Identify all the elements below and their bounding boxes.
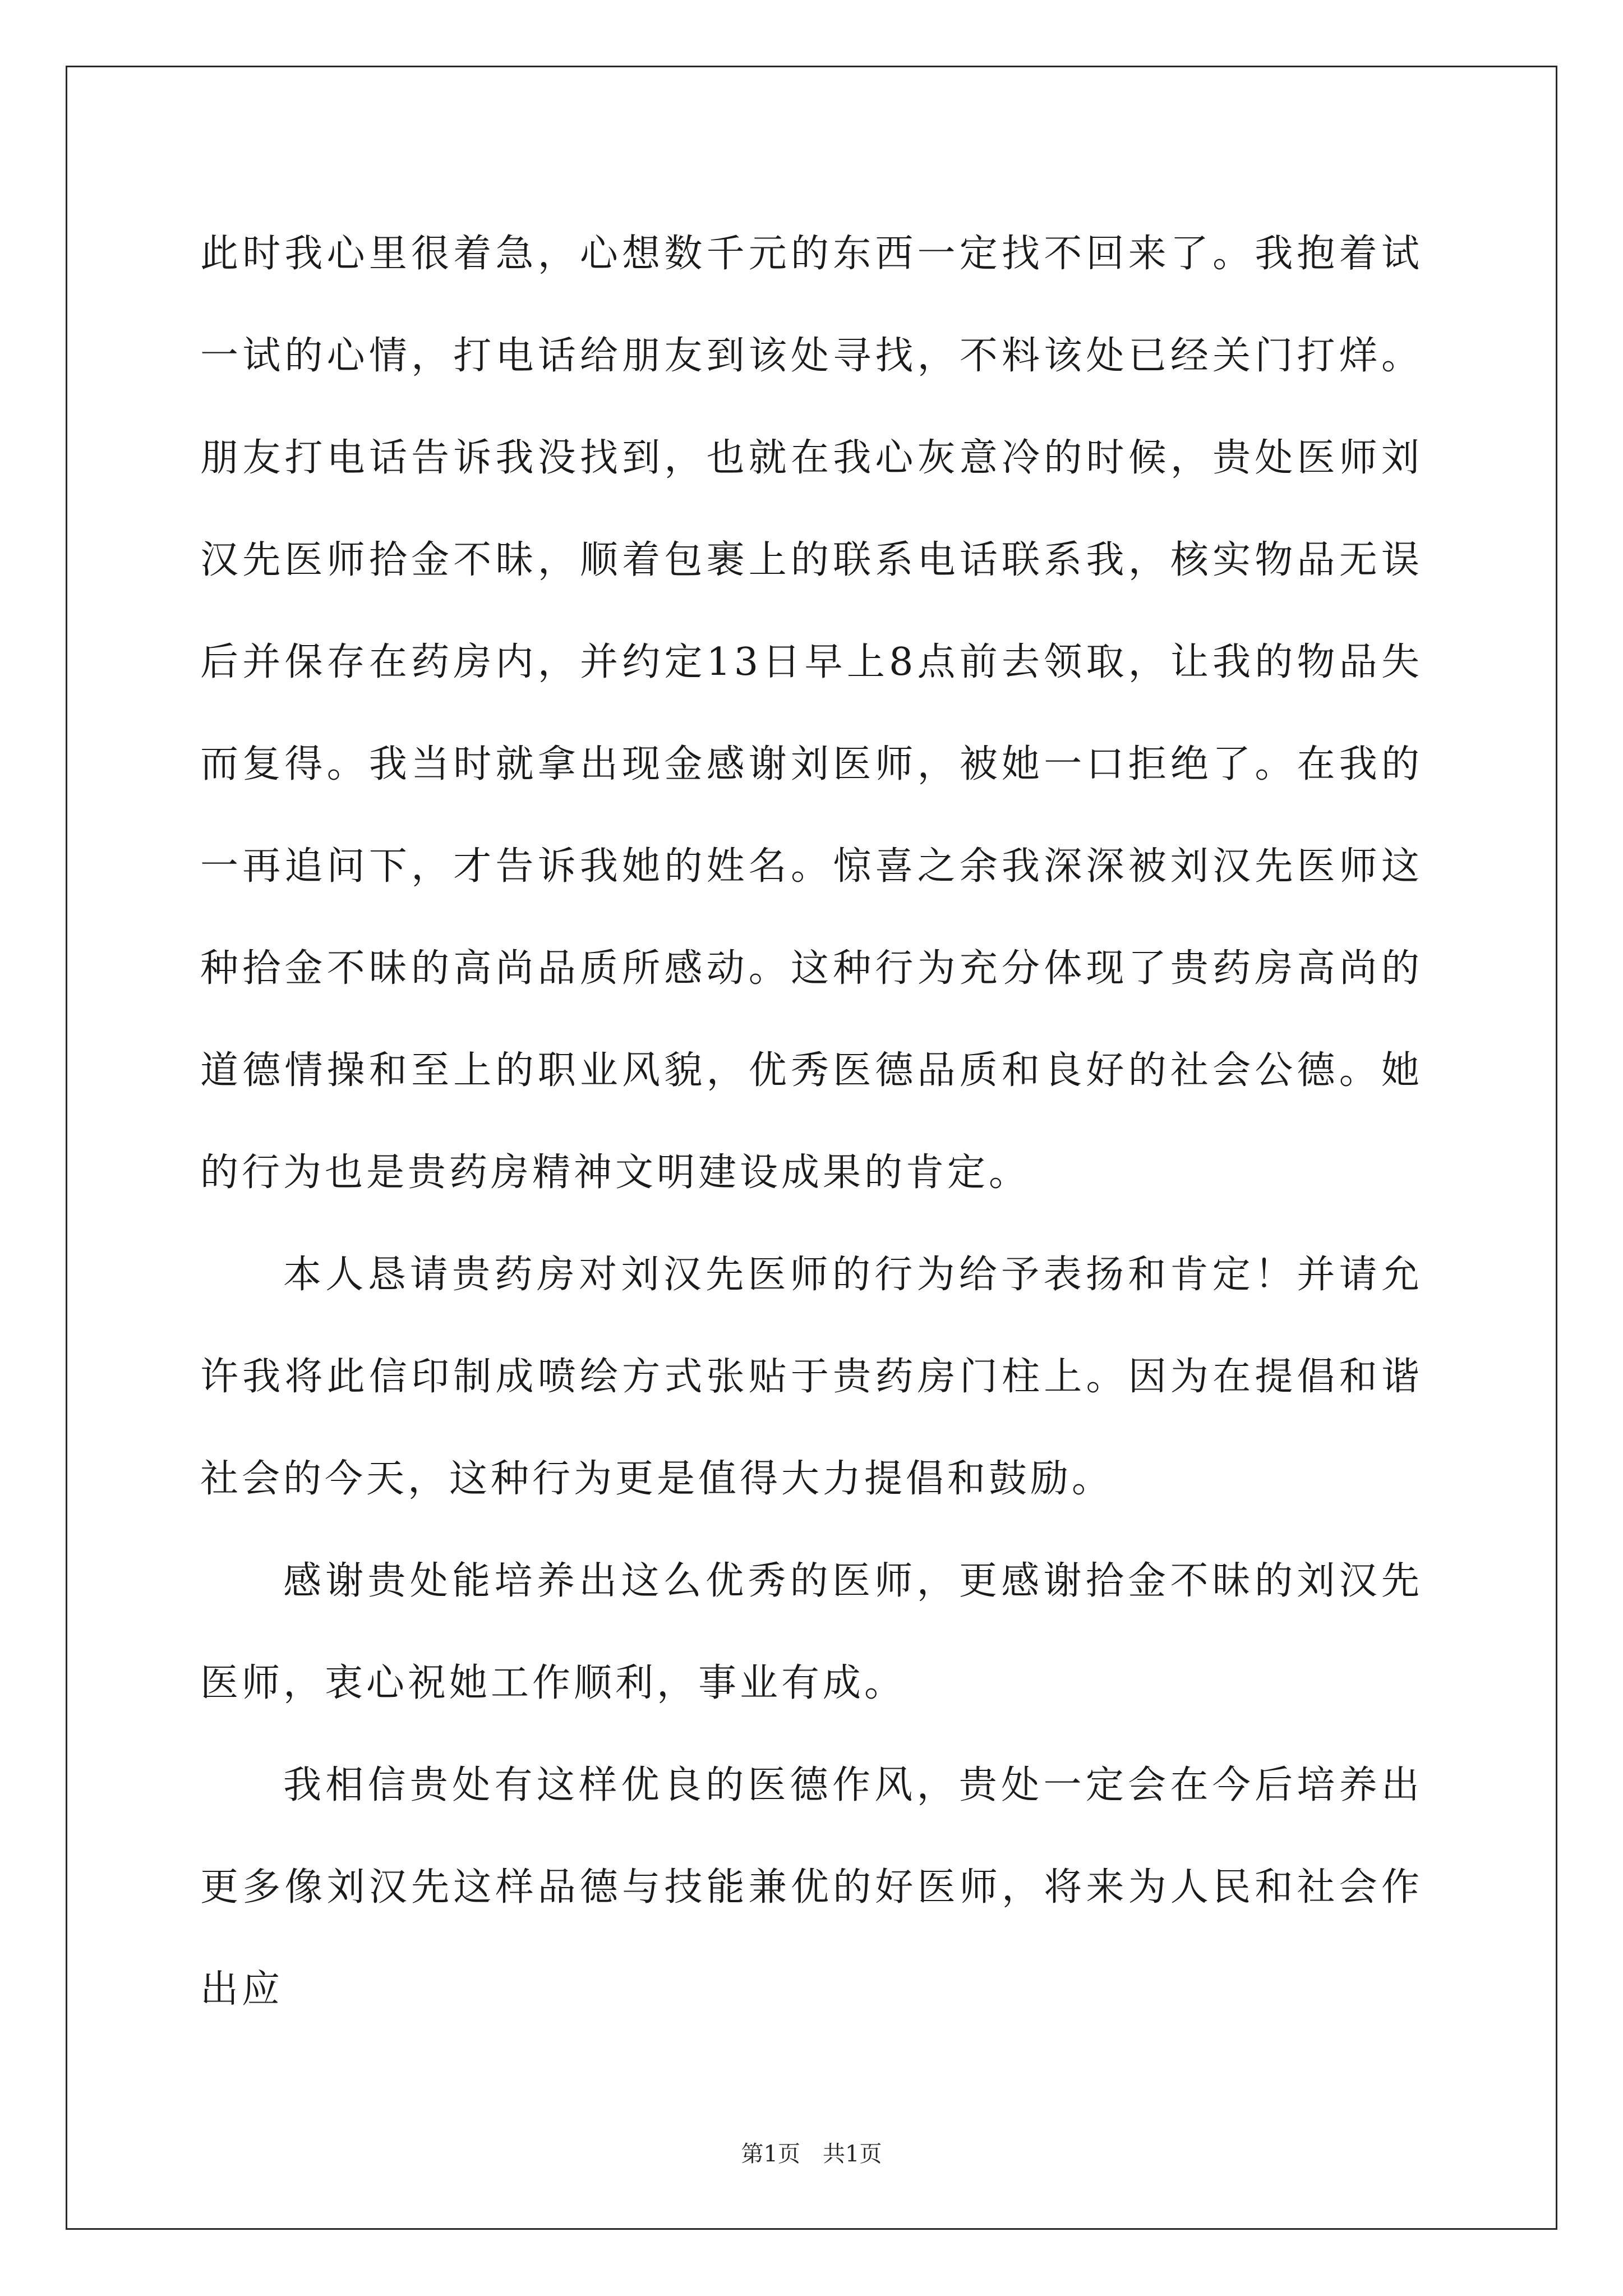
paragraph-2: 本人恳请贵药房对刘汉先医师的行为给予表扬和肯定！并请允许我将此信印制成喷绘方式张贴于贵药房门柱上。因为在提倡和谐社会的今天，这种行为更是值得大力提倡和鼓励。 xyxy=(200,1253,1423,1501)
page-number: 第1页 xyxy=(741,2141,800,2167)
document-body xyxy=(200,203,1423,2041)
paragraph-1: 此时我心里很着急，心想数千元的东西一定找不回来了。我抱着试一试的心情，打电话给朋友到该处寻找，不料该处已经关门打烊。朋友打电话告诉我没找到，也就在我心灰意冷的时候，贵处医师刘汉先医师拾金不昧，顺着包裹上的联系电话联系我，核实物品无误后并保存在药房内，并约定13日早上8点前去领取，让我的物品失而复得。我当时就拿出现金感谢刘医师，被她一口拒绝了。在我的一再追问下，才告诉我她的姓名。惊喜之余我深深被刘汉先医师这种拾金不昧的高尚品质所感动。这种行为充分体现了贵药房高尚的道德情操和至上的职业风貌，优秀医德品质和良好的社会公德。她的行为也是贵药房精神文明建设成果的肯定。 xyxy=(200,232,1423,1195)
paragraph-4: 我相信贵处有这样优良的医德作风，贵处一定会在今后培养出更多像刘汉先这样品德与技能兼优的好医师，将来为人民和社会作出应 xyxy=(200,1763,1423,2012)
page-footer xyxy=(0,2140,1623,2168)
page-total: 共1页 xyxy=(823,2141,882,2167)
paragraph-3: 感谢贵处能培养出这么优秀的医师，更感谢拾金不昧的刘汉先医师，衷心祝她工作顺利，事业有成。 xyxy=(200,1559,1423,1705)
